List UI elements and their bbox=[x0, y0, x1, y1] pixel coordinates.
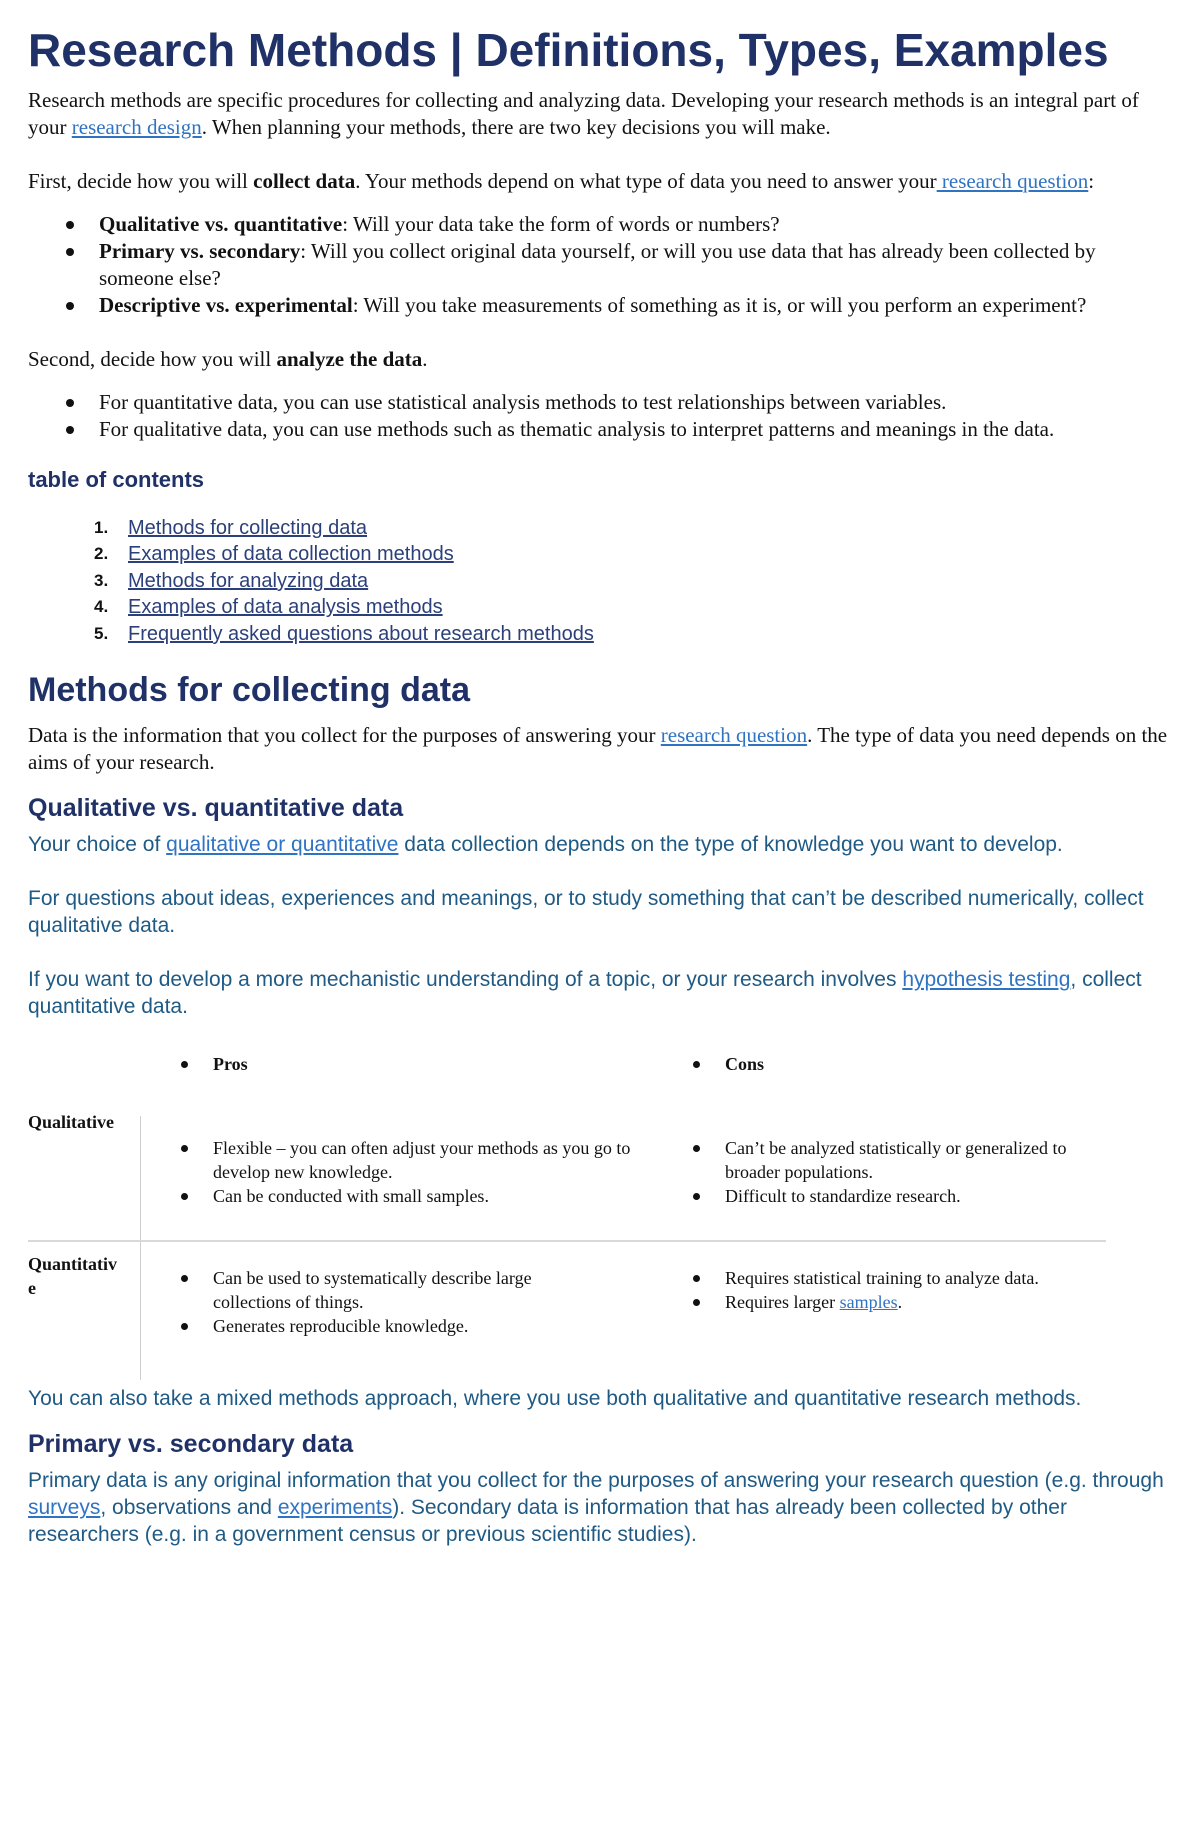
list-item-text: . bbox=[897, 1292, 903, 1313]
list-item: Can be conducted with small samples. bbox=[213, 1184, 653, 1208]
list-item bbox=[99, 238, 1172, 292]
list-item bbox=[99, 292, 1172, 319]
hypothesis-testing-link[interactable]: hypothesis testing bbox=[902, 968, 1071, 992]
label-text: e bbox=[28, 1278, 36, 1299]
paragraph-text: : bbox=[1088, 168, 1095, 193]
analyze-decision-paragraph bbox=[28, 346, 1172, 373]
paragraph-text: Your choice of bbox=[28, 833, 167, 857]
toc-link[interactable]: Methods for collecting data bbox=[128, 516, 368, 539]
research-question-link[interactable]: research question bbox=[936, 168, 1089, 193]
paragraph-text: Primary data is any original information that you collect for the purposes of answering your research question (e.g. through bbox=[28, 1469, 1164, 1493]
toc-heading: table of contents bbox=[28, 466, 205, 492]
paragraph-text: ). Secondary data is information that has already been collected by other researchers (e.g. in a government census or previous scientific studies). bbox=[28, 1496, 1067, 1547]
intro-text: Research methods are specific procedures for collecting and analyzing data. Developing your research methods is an integral part of your bbox=[28, 87, 1139, 139]
page-title: Research Methods | Definitions, Types, Examples bbox=[28, 24, 1109, 76]
paragraph-text: , observations and bbox=[100, 1496, 278, 1520]
list-item bbox=[725, 1290, 1145, 1314]
qualitative-row-label: Qualitative bbox=[28, 1112, 114, 1133]
bold-text: Descriptive vs. experimental bbox=[99, 292, 353, 317]
collect-decision-paragraph bbox=[28, 168, 1172, 195]
toc-item bbox=[94, 541, 1172, 568]
toc-number: 2. bbox=[94, 544, 109, 564]
qualitative-cons-list bbox=[725, 1136, 1125, 1208]
paragraph-text: data collection depends on the type of knowledge you want to develop. bbox=[398, 833, 1063, 857]
list-item: Can’t be analyzed statistically or generalized to broader populations. bbox=[725, 1136, 1125, 1184]
toc-number: 4. bbox=[94, 597, 109, 617]
paragraph-text: Second, decide how you will bbox=[28, 346, 277, 371]
column-divider bbox=[140, 1116, 141, 1380]
qualitative-paragraph: For questions about ideas, experiences and meanings, or to study something that can’t be described numerically, collect qualitative data. bbox=[28, 887, 1144, 938]
toc-item bbox=[94, 594, 1172, 621]
paragraph-text: Data is the information that you collect for the purposes of answering your bbox=[28, 723, 661, 748]
quantitative-paragraph bbox=[28, 966, 1172, 1020]
toc-item bbox=[94, 515, 1172, 542]
paragraph-text: . Your methods depend on what type of data you need to answer your bbox=[355, 168, 937, 193]
section-heading-collecting: Methods for collecting data bbox=[28, 671, 471, 710]
experiments-link[interactable]: experiments bbox=[277, 1496, 393, 1520]
list-item: Generates reproducible knowledge. bbox=[213, 1314, 613, 1338]
collect-paragraph bbox=[28, 722, 1172, 776]
bold-text: collect data bbox=[253, 168, 356, 193]
list-item bbox=[99, 211, 1172, 238]
samples-link[interactable]: samples bbox=[839, 1292, 898, 1313]
bold-text: Qualitative vs. quantitative bbox=[99, 211, 343, 236]
toc-link[interactable]: Methods for analyzing data bbox=[128, 569, 369, 592]
analysis-list bbox=[28, 389, 1172, 443]
list-item-text: : Will you take measurements of something as it is, or will you perform an experiment? bbox=[352, 292, 1087, 317]
list-item: Can be used to systematically describe large collections of things. bbox=[213, 1266, 613, 1314]
subheading-primary-secondary: Primary vs. secondary data bbox=[28, 1430, 354, 1459]
intro-paragraph bbox=[28, 87, 1172, 141]
intro-text: . When planning your methods, there are two key decisions you will make. bbox=[201, 114, 831, 139]
decision-list bbox=[28, 211, 1172, 319]
list-item-text: : Will your data take the form of words or numbers? bbox=[342, 211, 780, 236]
row-divider bbox=[28, 1240, 1106, 1242]
cons-header: Cons bbox=[725, 1054, 765, 1075]
paragraph-text: . bbox=[422, 346, 428, 371]
pros-header: Pros bbox=[213, 1054, 248, 1075]
mixed-methods-paragraph: You can also take a mixed methods approach, where you use both qualitative and quantitative research methods. bbox=[28, 1387, 1082, 1411]
qual-quant-paragraph bbox=[28, 831, 1172, 858]
quantitative-cons-list bbox=[725, 1266, 1145, 1314]
list-item: Flexible – you can often adjust your methods as you go to develop new knowledge. bbox=[213, 1136, 653, 1184]
list-item: Difficult to standardize research. bbox=[725, 1184, 1125, 1208]
paragraph-text: First, decide how you will bbox=[28, 168, 254, 193]
label-text: Quantitativ bbox=[28, 1254, 118, 1275]
research-question-link[interactable]: research question bbox=[660, 723, 808, 748]
toc-number: 5. bbox=[94, 623, 109, 643]
list-item-text: Requires larger bbox=[725, 1292, 840, 1313]
pros-cons-table bbox=[28, 1052, 1172, 1385]
quantitative-pros-list bbox=[213, 1266, 613, 1338]
toc-item bbox=[94, 621, 1172, 648]
toc-number: 1. bbox=[94, 517, 109, 537]
table-of-contents bbox=[28, 515, 1172, 648]
toc-item bbox=[94, 568, 1172, 595]
qualitative-quantitative-link[interactable]: qualitative or quantitative bbox=[166, 833, 399, 857]
subheading-qual-quant: Qualitative vs. quantitative data bbox=[28, 794, 404, 823]
toc-link[interactable]: Examples of data collection methods bbox=[128, 543, 454, 566]
bold-text: Primary vs. secondary bbox=[99, 238, 301, 263]
paragraph-text: . The type of data you need depends on the aims of your research. bbox=[28, 723, 1168, 775]
list-item-text: : Will you collect original data yourself, or will you use data that has already been collected by someone else? bbox=[99, 238, 1096, 290]
toc-link[interactable]: Frequently asked questions about research methods bbox=[128, 622, 594, 645]
list-item: For qualitative data, you can use methods such as thematic analysis to interpret patterns and meanings in the data. bbox=[99, 416, 1172, 443]
list-item: For quantitative data, you can use statistical analysis methods to test relationships between variables. bbox=[99, 389, 1172, 416]
toc-number: 3. bbox=[94, 570, 109, 590]
list-item: Requires statistical training to analyze data. bbox=[725, 1266, 1145, 1290]
bold-text: analyze the data bbox=[276, 346, 423, 371]
paragraph-text: , collect quantitative data. bbox=[28, 968, 1142, 1019]
qualitative-pros-list bbox=[213, 1136, 653, 1208]
paragraph-text: If you want to develop a more mechanistic understanding of a topic, or your research involves bbox=[28, 968, 903, 992]
primary-secondary-paragraph bbox=[28, 1467, 1172, 1548]
quantitative-row-label bbox=[28, 1252, 138, 1300]
surveys-link[interactable]: surveys bbox=[28, 1496, 101, 1520]
research-design-link[interactable]: research design bbox=[71, 114, 202, 139]
toc-link[interactable]: Examples of data analysis methods bbox=[128, 596, 443, 619]
